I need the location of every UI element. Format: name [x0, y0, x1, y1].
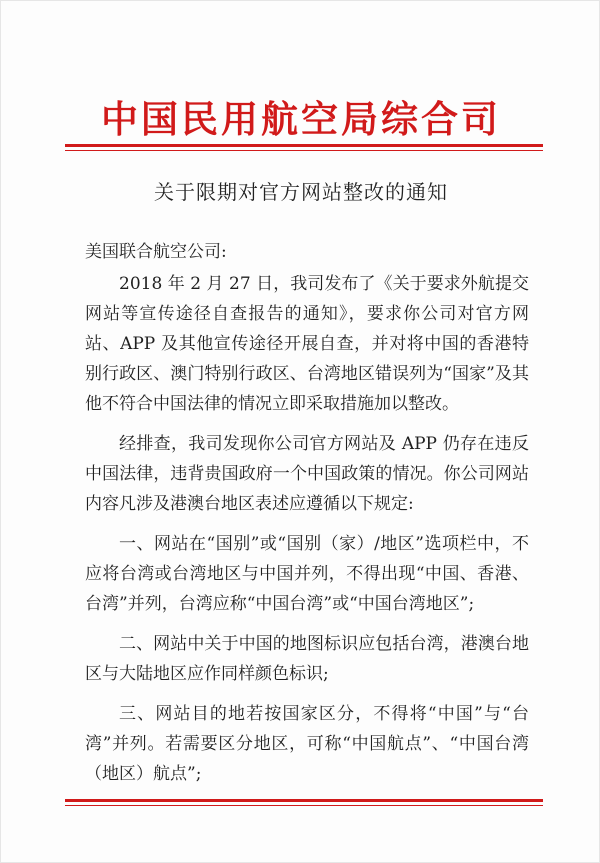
footer-divider [65, 799, 543, 806]
divider-thick-line [65, 799, 543, 802]
paragraph-4: 二、网站中关于中国的地图标识应包括台湾，港澳台地区与大陆地区应作同样颜色标识; [85, 634, 529, 684]
salutation: 美国联合航空公司: [85, 242, 227, 262]
paragraph-5: 三、网站目的地若按国家区分，不得将“中国”与“台湾”并列。若需要区分地区，可称“中国航点”、“中国台湾（地区）航点”; [85, 704, 529, 784]
notice-body [85, 237, 529, 799]
divider-thin-line [65, 805, 543, 806]
divider-thin-line [65, 150, 543, 151]
paragraph-3: 一、网站在“国别”或“国别（家）/地区”选项栏中，不应将台湾或台湾地区与中国并列，不得出现“中国、香港、台湾”并列，台湾应称“中国台湾”或“中国台湾地区”; [85, 534, 529, 614]
letterhead-divider-top [65, 144, 543, 151]
paragraph-2: 经排查，我司发现你公司官方网站及 APP 仍存在违反中国法律，违背贵国政府一个中国政策的情况。你公司网站内容凡涉及港澳台地区表述应遵循以下规定: [85, 434, 529, 514]
notice-title: 关于限期对官方网站整改的通知 [154, 180, 448, 204]
divider-thick-line [65, 144, 543, 147]
letterhead-title: 中国民用航空局综合司 [101, 97, 501, 141]
paragraph-1: 2018 年 2 月 27 日，我司发布了《关于要求外航提交网站等宣传途径自查报告的通知》，要求你公司对官方网站、APP 及其他宣传途径开展自查，并对将中国的香港特别行政区、澳门特别行政区、台湾地区错误列为“国家”及其他不符合中国法律的情况立即采取措施加以整改。 [85, 274, 529, 414]
